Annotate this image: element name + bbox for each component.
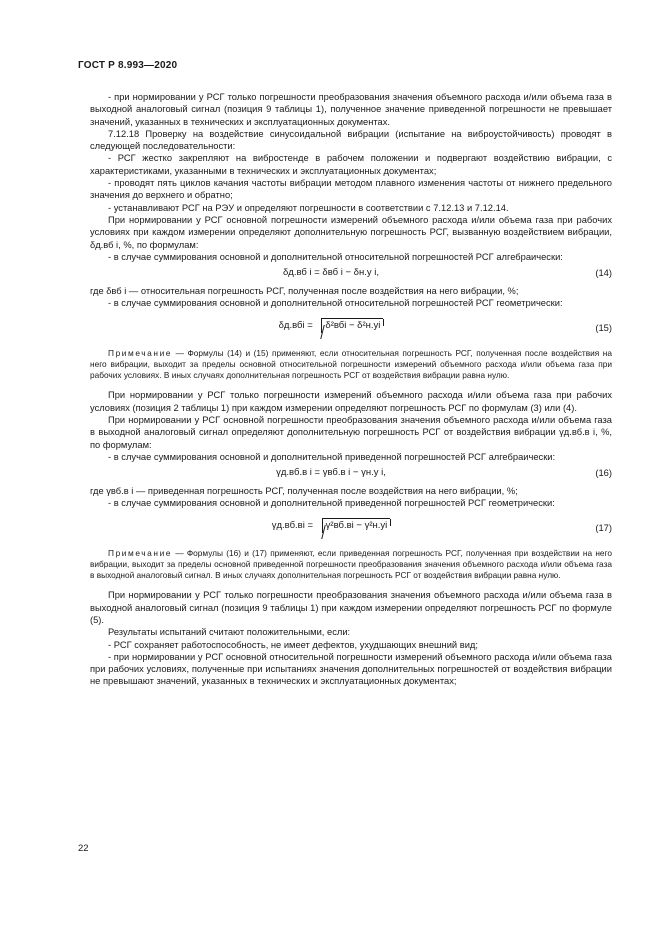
list-item: - РСГ сохраняет работоспособность, не имеет дефектов, ухудшающих внешний вид; bbox=[108, 639, 478, 650]
note-text: — Формулы (14) и (15) применяют, если относительная погрешность РСГ, полученная после воздействия на него вибрации, выходит за пределы основной относительной погрешности измерений объемного расхода и/или объема газа при рабочих условиях. В иных случаях дополнительная погрешность РСГ от воздействия вибрации равна нулю. bbox=[90, 347, 613, 381]
note-label: Примечание bbox=[108, 547, 173, 558]
list-item: - в случае суммирования основной и дополнительной приведенной погрешностей РСГ геометрически: bbox=[108, 498, 555, 509]
note-label: Примечание bbox=[108, 347, 173, 358]
formula-17-radicand: γ²вб.вi − γ²н.уi bbox=[325, 519, 388, 531]
list-item: - РСГ жестко закрепляют на вибростенде в рабочем положении и подвергают воздействию вибрации, с характеристиками, указанными в технических и эксплуатационных документах; bbox=[90, 153, 612, 176]
formula-16 bbox=[90, 463, 612, 485]
formula-15 bbox=[90, 310, 612, 344]
paragraph: При нормировании у РСГ только погрешности измерений объемного расхода и/или объема газа при рабочих условиях (позиция 2 таблицы 1) при каждом измерении определяют погрешность РСГ по формулам (3) или (4). bbox=[90, 390, 612, 413]
formula-17-lhs: γд.вб.вi = bbox=[271, 519, 314, 531]
formula-14-expression: δд.вб i = δвб i − δн.у i, bbox=[283, 267, 379, 279]
paragraph: - при нормировании у РСГ только погрешности преобразования значения объемного расхода и/или объема газа в выходной аналоговый сигнал (позиция 9 таблицы 1), полученное значение приведенной погрешности не превышает значений, указанных в технических и эксплуатационных документах. bbox=[90, 92, 612, 127]
page-header-title: ГОСТ Р 8.993—2020 bbox=[78, 60, 178, 71]
list-item: - в случае суммирования основной и дополнительной относительной погрешностей РСГ алгебраически: bbox=[108, 251, 563, 262]
formula-16-number: (16) bbox=[595, 468, 612, 479]
formula-14-number: (14) bbox=[595, 268, 612, 279]
paragraph: При нормировании у РСГ основной погрешности преобразования значения объемного расхода и/или объема газа в выходной аналоговый сигнал определяют дополнительную погрешность РСГ от воздействия вибрации γд.вб.в i, %, по формулам: bbox=[90, 414, 612, 450]
formula-16-expression: γд.вб.в i = γвб.в i − γн.у i, bbox=[276, 467, 386, 479]
formula-15-lhs: δд.вбi = bbox=[278, 319, 313, 331]
formula-17 bbox=[90, 510, 612, 544]
list-item: - при нормировании у РСГ основной относительной погрешности измерений объемного расхода и/или объема газа при рабочих условиях, полученные при испытаниях значения дополнительных погрешностей от воздействия вибрации не превышают значений, указанных в технических и эксплуатационных документах; bbox=[90, 651, 612, 687]
square-root bbox=[322, 518, 391, 533]
formula-14 bbox=[90, 263, 612, 285]
note bbox=[90, 348, 612, 382]
list-item: - проводят пять циклов качания частоты вибрации методом плавного изменения частоты от нижнего предельного значения до верхнего и обратно; bbox=[90, 178, 612, 201]
formula-15-radicand: δ²вбi − δ²н.уi bbox=[325, 319, 381, 331]
paragraph: 7.12.18 Проверку на воздействие синусоидальной вибрации (испытание на виброустойчивость) проводят в следующей последовательности: bbox=[90, 128, 612, 152]
note bbox=[90, 548, 612, 582]
page-body bbox=[90, 91, 612, 688]
paragraph: где δвб i — относительная погрешность РСГ, полученная после воздействия на него вибрации, %; bbox=[90, 286, 519, 297]
note-text: — Формулы (16) и (17) применяют, если приведенная погрешность РСГ, полученная при воздействии на него вибрации, выходит за пределы основной приведенной погрешности преобразования значения объемного расхода и/или объема газа в выходной аналоговый сигнал. В иных случаях дополнительная погрешность РСГ от воздействия вибрации равна нулю. bbox=[90, 547, 612, 581]
paragraph: Результаты испытаний считают положительными, если: bbox=[108, 627, 351, 638]
paragraph: При нормировании у РСГ только погрешности преобразования значения объемного расхода и/или объема газа в выходной аналоговый сигнал (позиция 9 таблицы 1) при каждом измерении определяют погрешность РСГ по формуле (5). bbox=[90, 590, 612, 625]
page-number: 22 bbox=[78, 843, 89, 854]
formula-17-number: (17) bbox=[595, 522, 612, 533]
list-item: - в случае суммирования основной и дополнительной приведенной погрешностей РСГ алгебраически: bbox=[108, 451, 556, 462]
square-root bbox=[321, 318, 383, 333]
paragraph: При нормировании у РСГ основной погрешности измерений объемного расхода и/или объема газа при рабочих условиях при каждом измерении определяют дополнительную погрешность РСГ, вызванную воздействием вибрации, δд.вб i, %, по формулам: bbox=[90, 214, 612, 250]
list-item: - устанавливают РСГ на РЭУ и определяют погрешности в соответствии с 7.12.13 и 7.12.14. bbox=[108, 202, 509, 213]
formula-15-number: (15) bbox=[595, 322, 612, 333]
paragraph: где γвб.в i — приведенная погрешность РСГ, полученная после воздействия на него вибрации, %; bbox=[90, 486, 518, 497]
list-item: - в случае суммирования основной и дополнительной относительной погрешностей РСГ геометрически: bbox=[108, 298, 563, 309]
